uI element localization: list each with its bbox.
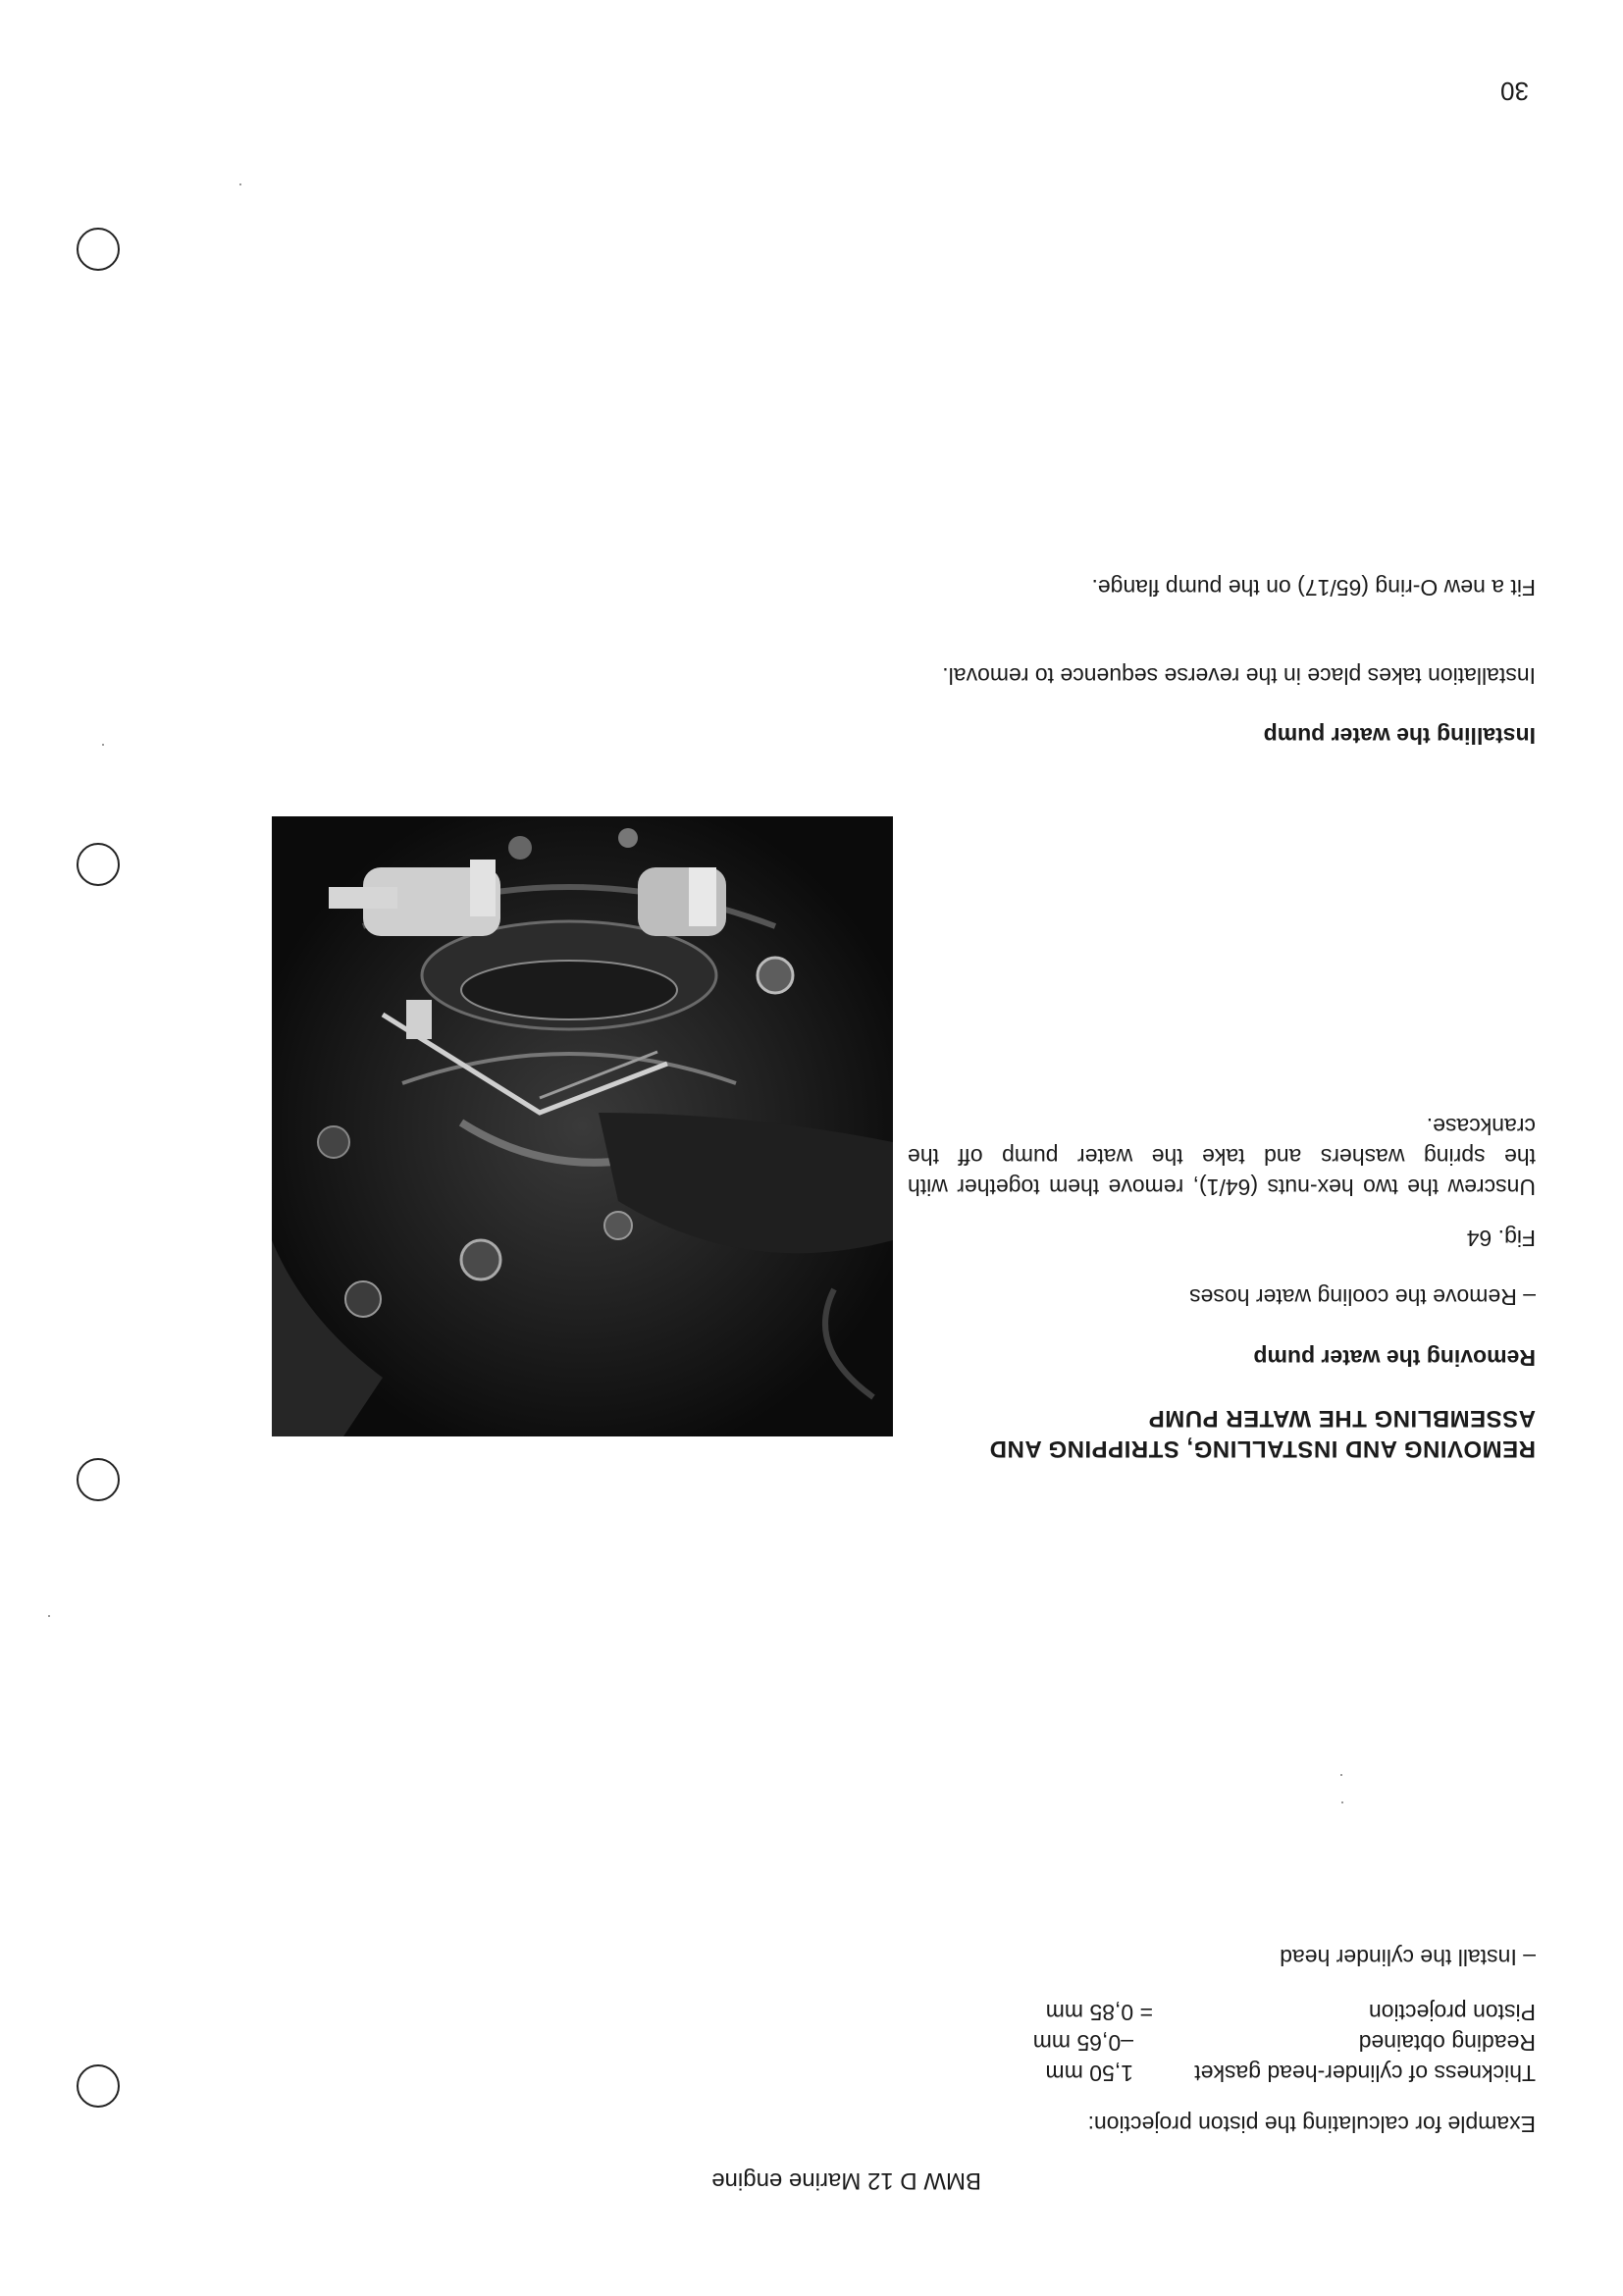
example-intro: Example for calculating the piston projection: [1087,2112,1536,2137]
scan-speck [239,183,241,185]
subheading-removing: Removing the water pump [1253,1345,1536,1371]
remove-step: – Remove the cooling water hoses [1189,1284,1536,1310]
calculation-label: Piston projection [1368,2000,1536,2025]
install-step: – Install the cylinder head [1280,1945,1536,1970]
calculation-label: Reading obtained [1358,2030,1536,2056]
section-heading: ASSEMBLING THE WATER PUMP [1148,1405,1536,1432]
scan-speck [102,744,104,746]
scan-speck [1341,1801,1343,1803]
calculation-value: 1,50 mm [1045,2061,1133,2086]
oring-instruction: Fit a new O-ring (65/17) on the pump flange. [1091,575,1536,600]
calculation-value: –0,65 mm [1032,2030,1133,2056]
binder-hole [77,228,120,271]
running-title: BMW D 12 Marine engine [711,2167,981,2194]
binder-hole [77,1458,120,1501]
subheading-installing: Installing the water pump [1263,723,1536,749]
unscrew-paragraph: Unscrew the two hex-nuts (64/1), remove them together with the spring washers and take the water pump off the crankcase. [908,1114,1536,1200]
page-number: 30 [1500,77,1529,106]
binder-hole [77,843,120,886]
section-heading: REMOVING AND INSTALLING, STRIPPING AND [989,1435,1536,1462]
installation-paragraph: Installation takes place in the reverse sequence to removal. [942,663,1536,689]
engine-photo [272,816,893,1436]
calculation-value: = 0,85 mm [1045,2000,1153,2025]
figure-reference: Fig. 64 [1466,1226,1536,1251]
scan-speck [48,1615,50,1617]
binder-hole [77,2064,120,2108]
calculation-label: Thickness of cylinder-head gasket [1194,2061,1536,2086]
scan-speck [1340,1774,1342,1776]
